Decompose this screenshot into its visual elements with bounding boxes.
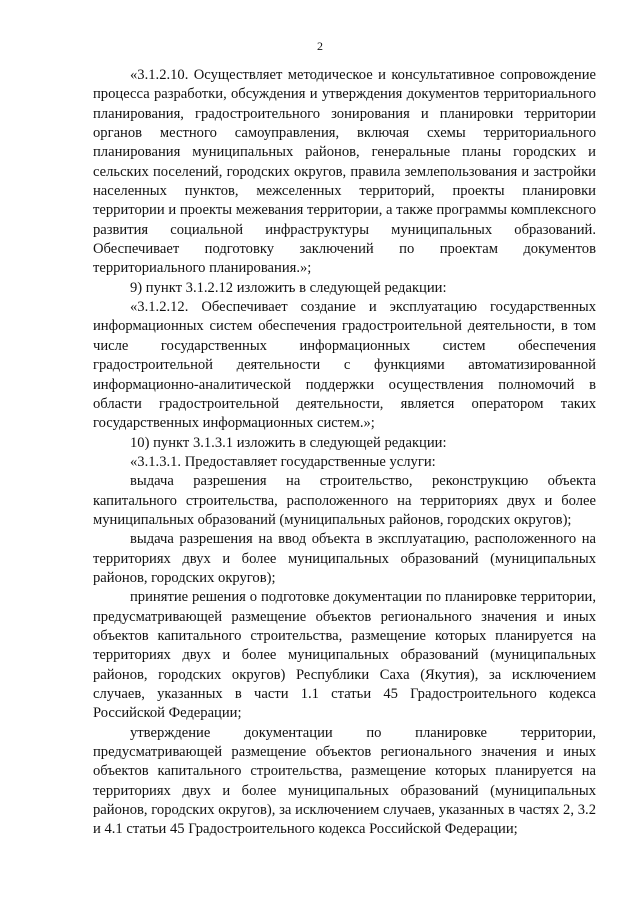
service-planning-decision: принятие решения о подготовке документации по планировке территории, предусматривающей размещение объектов регионального значения и иных объектов капитального строительства, размещение которых планируется на территориях двух и более муниципальных образований (муниципальных районов, городских округов) Республики Саха (Якутия), за исключением случаев, указанных в части 1.1 статьи 45 Градостроительного кодекса Российской Федерации;: [93, 589, 596, 722]
service-planning-approval: утверждение документации по планировке территории, предусматривающей размещение объектов регионального значения и иных объектов капитального строительства, размещение которых планируется на территориях двух и более муниципальных образований (муниципальных районов, городских округов), за исключением случаев, указанных в частях 2, 3.2 и 4.1 статьи 45 Градостроительного кодекса Российской Федерации;: [93, 724, 596, 838]
paragraph-3-1-2-12: «3.1.2.12. Обеспечивает создание и эксплуатацию государственных информационных систем обеспечения градостроительной деятельности, в том числе государственных информационных систем обеспечения градостроительной деятельности с функциями автоматизированной информационно-аналитической поддержки осуществления полномочий в области градостроительной деятельности, является оператором таких государственных информационных систем.»;: [93, 299, 596, 432]
paragraph-item-10: 10) пункт 3.1.3.1 изложить в следующей редакции:: [130, 434, 447, 451]
service-construction-permit: выдача разрешения на строительство, реконструкцию объекта капитального строительства, расположенного на территориях двух и более муниципальных образований (муниципальных районов, городских округов);: [93, 473, 596, 528]
service-commissioning-permit: выдача разрешения на ввод объекта в эксплуатацию, расположенного на территориях двух и более муниципальных образований (муниципальных районов, городских округов);: [93, 531, 596, 586]
document-body: [93, 66, 596, 840]
page-number: 2: [317, 39, 323, 53]
paragraph-item-9: 9) пункт 3.1.2.12 изложить в следующей редакции:: [130, 279, 447, 296]
paragraph-3-1-2-10: «3.1.2.10. Осуществляет методическое и консультативное сопровождение процесса разработки, обсуждения и утверждения документов территориального планирования, градостроительного зонирования и планировки территории органов местного самоуправления, включая схемы территориального планирования муниципальных районов, генеральные планы городских и сельских поселений, городских округов, правила землепользования и застройки населенных пунктов, межселенных территорий, проекты планировки территории и проекты межевания территории, а также программы комплексного развития социальной инфраструктуры муниципальных образований. Обеспечивает подготовку заключений по проектам документов территориального планирования.»;: [93, 67, 596, 277]
paragraph-3-1-3-1: «3.1.3.1. Предоставляет государственные услуги:: [130, 453, 436, 470]
